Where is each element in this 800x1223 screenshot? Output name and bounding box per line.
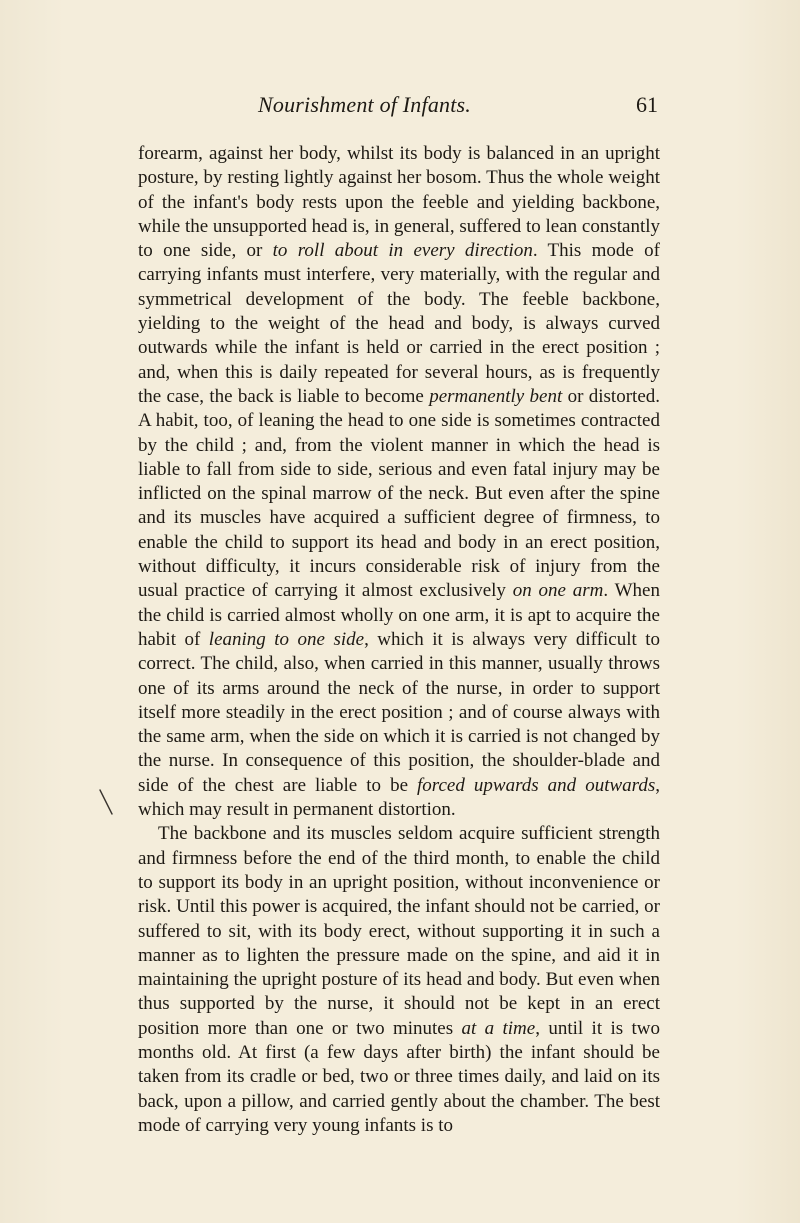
text-run: . When the child is carried almost wholly on one arm, it is apt to acquire the habit of bbox=[138, 580, 660, 650]
text-run: , which may result in permanent distortion. bbox=[138, 774, 660, 821]
text-run: The backbone and its muscles seldom acquire sufficient strength and firmness before the end of the third month, to enable the child to support its body in an upright position, without inconvenience or risk. Until this power is acquired, the infant should not be carried, or suffered to sit, with its body erect, without supporting it in such a manner as to lighten the pressure made on the spine, and aid it in maintaining the upright posture of its head and body. But even when thus supported by the nurse, it should not be kept in an erect position more than one or two minutes bbox=[138, 823, 660, 1039]
italic-phrase: leaning to one side bbox=[208, 628, 365, 650]
text-run: or distorted. A habit, too, of leaning the head to one side is sometimes contracted by the child ; and, from the violent manner in which the head is liable to fall from side to side, serious and even fatal injury may be inflicted on the spinal marrow of the neck. But even after the spine and its muscles have acquired a sufficient degree of firmness, to enable the child to support its head and body in an erect position, without difficulty, it incurs considerable risk of injury from the usual practice of carrying it almost exclusively bbox=[138, 385, 661, 602]
italic-phrase: at a time bbox=[461, 1017, 536, 1039]
text-run: forearm, against her body, whilst its body is balanced in an upright posture, by resting lightly against her bosom. Thus the whole weight of the infant's body rests upon the feeble and yielding backbone, while the unsupported head is, in general, suffered to lean constantly to one side, or bbox=[138, 143, 660, 262]
text-run: , which it is always very difficult to correct. The child, also, when carried in this manner, usually throws one of its arms around the neck of the nurse, in order to support itself more steadily in the erect position ; and of course always with the same arm, when the side on which it is carried is not changed by the nurse. In consequence of this position, the shoulder-blade and side of the chest are liable to be bbox=[138, 628, 661, 796]
italic-phrase: forced upwards and outwards bbox=[417, 774, 656, 796]
page-number: 61 bbox=[636, 92, 658, 117]
body-text bbox=[138, 142, 660, 1138]
paragraph bbox=[138, 142, 660, 822]
pencil-margin-mark bbox=[98, 788, 118, 818]
running-head bbox=[258, 92, 658, 122]
text-run: , until it is two months old. At first (a few days after birth) the infant should be taken from its cradle or bed, two or three times daily, and laid on its back, upon a pillow, and carried gently about the chamber. The best mode of carrying very young infants is to bbox=[138, 1017, 661, 1136]
text-run: . This mode of carrying infants must interfere, very materially, with the regular and symmetrical development of the body. The feeble backbone, yielding to the weight of the head and body, is always curved outwards while the infant is held or carried in the erect position ; and, when this is daily repeated for several hours, as is frequently the case, the back is liable to become bbox=[138, 240, 660, 407]
paragraph bbox=[138, 822, 660, 1138]
running-title: Nourishment of Infants. bbox=[258, 92, 471, 117]
italic-phrase: to roll about in every direction bbox=[272, 240, 533, 262]
italic-phrase: permanently bent bbox=[429, 385, 563, 407]
italic-phrase: on one arm bbox=[512, 580, 604, 602]
